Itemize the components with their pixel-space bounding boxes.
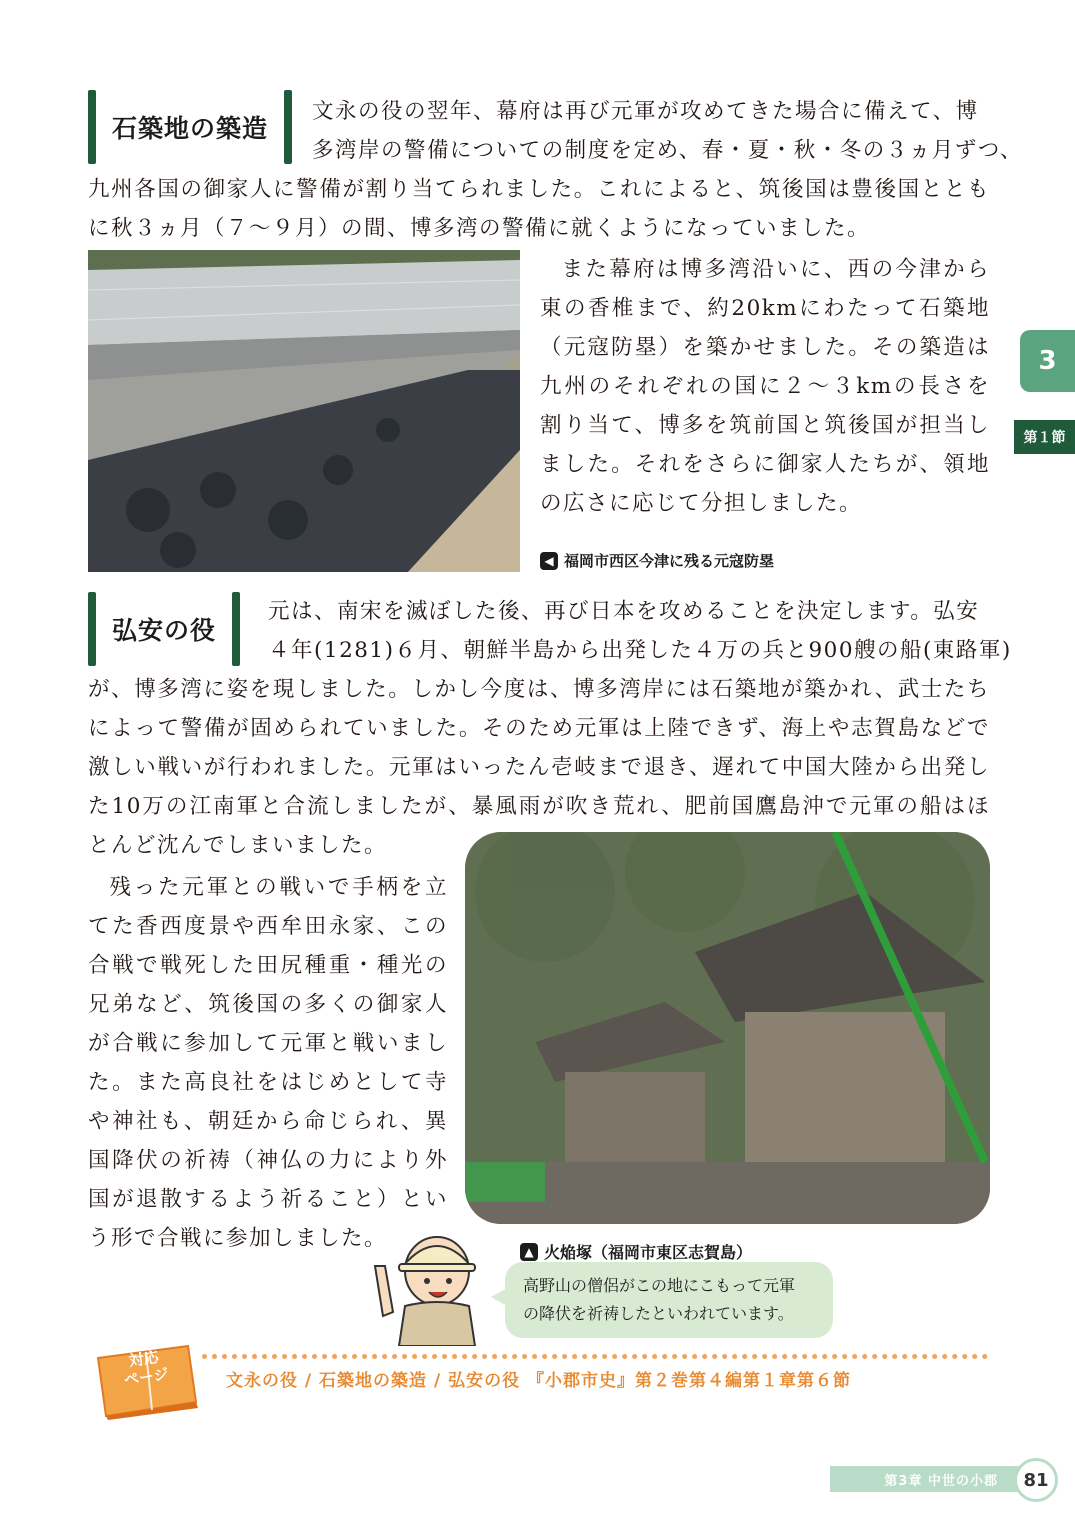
mascot-worker-icon bbox=[365, 1226, 495, 1346]
photo-caption-1 bbox=[540, 550, 774, 571]
heading-title: 石築地の築造 bbox=[112, 114, 269, 143]
section1-para2 bbox=[540, 250, 990, 523]
photo-caption-2 bbox=[520, 1240, 752, 1263]
caption-text: 福岡市西区今津に残る元寇防塁 bbox=[564, 552, 775, 570]
footer-chapter-title: 第3章 中世の小郡 bbox=[830, 1466, 1020, 1492]
arrow-up-icon: ▲ bbox=[520, 1243, 538, 1261]
heading-bar-left bbox=[88, 592, 96, 666]
reference-divider bbox=[202, 1354, 988, 1359]
page-number: 81 bbox=[1014, 1458, 1058, 1502]
section-tab: 第１節 bbox=[1014, 420, 1075, 454]
paragraph: また幕府は博多湾沿いに、西の今津から東の香椎まで、約20kmにわたって石築地（元寇防塁）を築かせました。その築造は九州のそれぞれの国に２～３kmの長さを割り当て、博多を筑前国と筑後国が担当しました。それをさらに御家人たちが、領地の広さに応じて分担しました。 bbox=[540, 257, 990, 516]
bubble-line: 高野山の僧侶がこの地にこもって元軍 bbox=[523, 1276, 796, 1295]
speech-bubble bbox=[505, 1262, 833, 1338]
chapter-tab: 3 bbox=[1020, 330, 1075, 392]
section1-para1 bbox=[88, 170, 990, 248]
photo-genko-borui bbox=[88, 250, 520, 572]
reference-badge bbox=[92, 1342, 200, 1420]
paragraph: 九州各国の御家人に警備が割り当てられました。これによると、筑後国は豊後国とともに秋３ヵ月（７～９月）の間、博多湾の警備に就くようになっていました。 bbox=[88, 177, 990, 241]
lead-line: 多湾岸の警備についての制度を定め、春・夏・秋・冬の３ヵ月ずつ、 bbox=[312, 138, 1023, 163]
paragraph: が、博多湾に姿を現しました。しかし今度は、博多湾岸には石築地が築かれ、武士たちによって警備が固められていました。そのため元軍は上陸できず、海上や志賀島などで激しい戦いが行われました。元軍はいったん壱岐まで退き、遅れて中国大陸から出発した10万の江南軍と合流しましたが、暴風雨が吹き荒れ、肥前国鷹島沖で元軍の船はほとんど沈んでしまいました。 bbox=[88, 677, 990, 858]
paragraph: 残った元軍との戦いで手柄を立てた香西度景や西牟田永家、この合戦で戦死した田尻種重・種光の兄弟など、筑後国の多くの御家人が合戦に参加して元軍と戦いました。また高良社をはじめとして寺や神社も、朝廷から命じられ、異国降伏の祈祷（神仏の力により外国が退散するよう祈ること）という形で合戦に参加しました。 bbox=[88, 875, 448, 1251]
heading-title: 弘安の役 bbox=[112, 616, 217, 645]
section-heading-ishitsuiji bbox=[88, 88, 292, 166]
bubble-line: の降伏を祈祷したといわれています。 bbox=[523, 1304, 794, 1323]
reference-text: 文永の役 / 石築地の築造 / 弘安の役 『小郡市史』第２巻第４編第１章第６節 bbox=[226, 1371, 852, 1391]
section-heading-koan bbox=[88, 590, 240, 668]
arrow-left-icon: ◀ bbox=[540, 552, 558, 570]
badge-line: ページ bbox=[122, 1364, 170, 1389]
heading-bar-right bbox=[232, 592, 240, 666]
lead-line: ４年(1281)６月、朝鮮半島から出発した４万の兵と900艘の船(東路軍) bbox=[268, 638, 1012, 663]
heading-bar-right bbox=[284, 90, 292, 164]
lead-line: 文永の役の翌年、幕府は再び元軍が攻めてきた場合に備えて、博 bbox=[312, 99, 979, 124]
section2-lead bbox=[268, 592, 1012, 670]
section2-para2 bbox=[88, 868, 448, 1258]
lead-line: 元は、南宋を滅ぼした後、再び日本を攻めることを決定します。弘安 bbox=[268, 599, 980, 624]
caption-text: 火焔塚（福岡市東区志賀島） bbox=[544, 1243, 753, 1262]
photo-kaenzuka bbox=[465, 832, 990, 1224]
heading-bar-left bbox=[88, 90, 96, 164]
badge-line: 対応 bbox=[127, 1348, 160, 1371]
section1-lead bbox=[312, 92, 1023, 170]
